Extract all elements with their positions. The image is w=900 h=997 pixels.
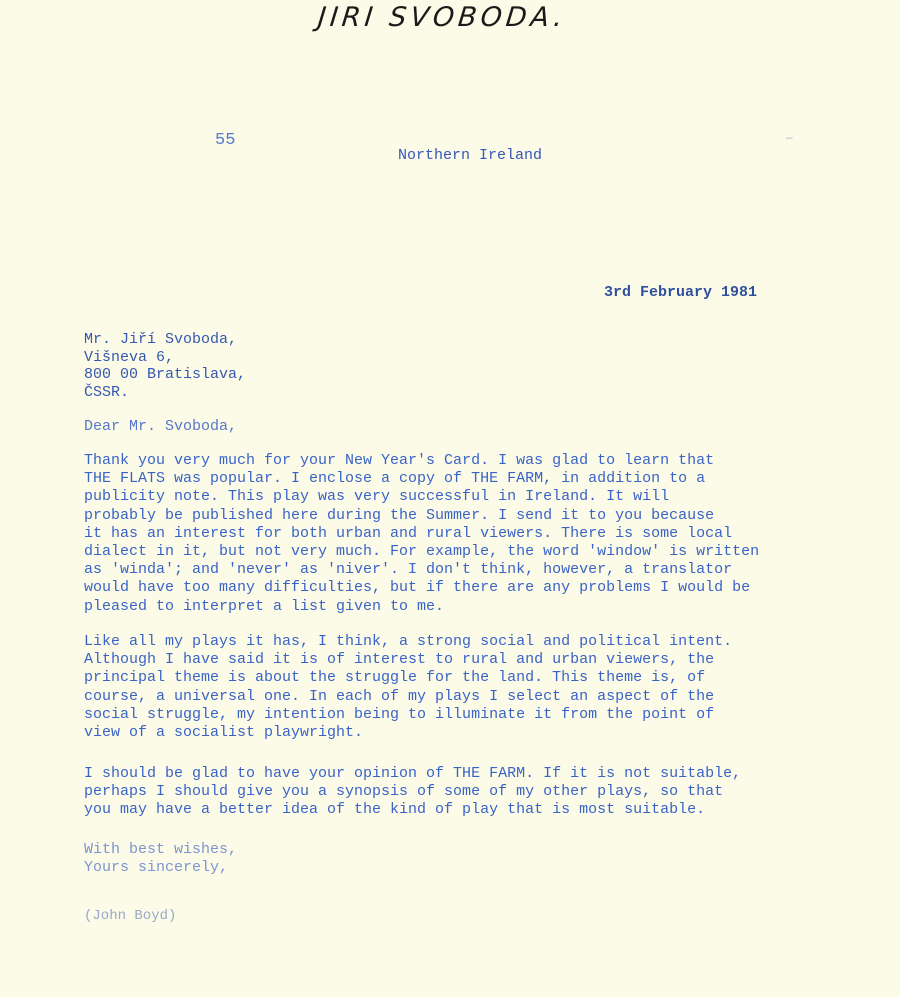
sender-location: Northern Ireland [398,147,543,164]
body-paragraph: Thank you very much for your New Year's Card. I was glad to learn that THE FLATS was popular. I enclose a copy of THE FARM, in addition to a publicity note. This play was very successful in Ireland. It will probably be published here during the Summer. I send it to you because it has an interest for both urban and rural viewers. There is some local dialect in it, but not very much. For example, the word 'window' is written as 'winda'; and 'never' as 'niver'. I don't think, however, a translator would have too many difficulties, but if there are any problems I would be pleased to interpret a list given to me. [84,452,760,615]
signature: (John Boyd) [84,908,177,924]
closing [84,841,237,877]
salutation: Dear Mr. Svoboda, [84,418,238,435]
margin-mark: — [786,133,793,145]
letter-date: 3rd February 1981 [604,284,758,301]
recipient-street: Višneva 6, [84,348,175,366]
closing-line: Yours sincerely, [84,859,229,877]
recipient-name: Mr. Jiří Svoboda, [84,331,238,348]
closing-line: With best wishes, [84,841,238,858]
body-paragraph: Like all my plays it has, I think, a strong social and political intent. Although I have said it is of interest to rural and urban viewers, the principal theme is about the struggle for the land. This theme is, of course, a universal one. In each of my plays I select an aspect of the social struggle, my intention being to illuminate it from the point of view of a socialist playwright. [84,633,733,742]
handwritten-recipient-name: JIRI SVOBODA. [316,2,568,33]
recipient-city: 800 00 Bratislava, [84,366,247,383]
recipient-address [84,331,246,401]
page-mark: 55 [215,131,236,150]
recipient-country: ČSSR. [84,383,130,401]
body-paragraph: I should be glad to have your opinion of THE FARM. If it is not suitable, perhaps I should give you a synopsis of some of my other plays, so that you may have a better idea of the kind of play that is most suitable. [84,765,742,819]
